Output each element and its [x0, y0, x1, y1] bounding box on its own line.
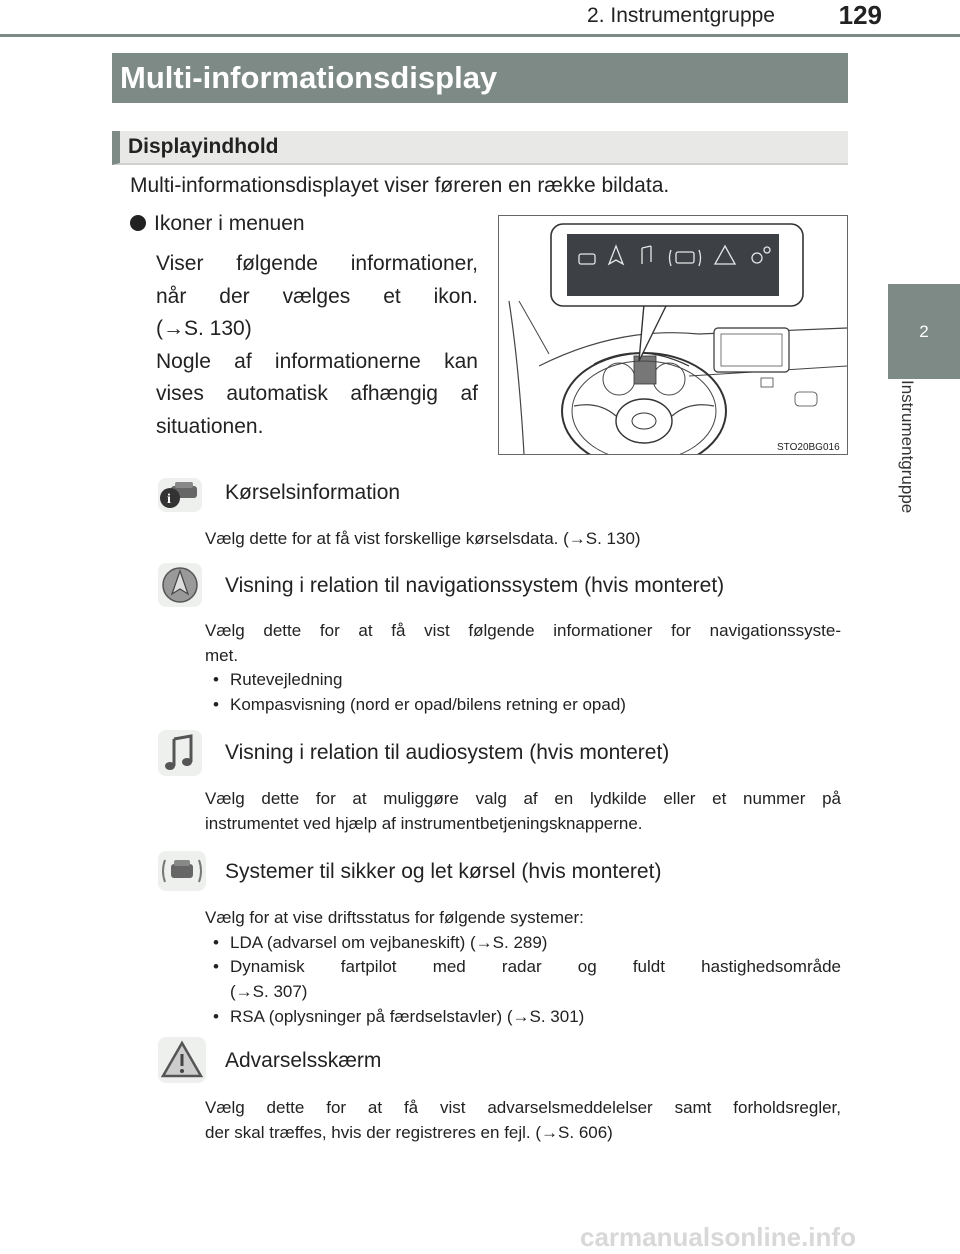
chapter-tab — [888, 284, 960, 379]
header-rule — [0, 34, 960, 37]
figure-code: STO20BG016 — [777, 442, 840, 453]
desc-line: situationen. — [156, 414, 264, 438]
entry-body-line: Vælg dette for at få vist følgende informationer for navigationssyste- — [205, 621, 841, 640]
menu-icons-description — [156, 248, 478, 443]
driving-assist-icon — [157, 850, 207, 897]
audio-icon — [157, 729, 203, 782]
list-item-continuation: (→S. 307) — [230, 981, 308, 1001]
desc-line: Viser følgende informationer, — [156, 252, 478, 275]
entry-title: Visning i relation til audiosystem (hvis monteret) — [225, 741, 670, 764]
desc-line: når der vælges et ikon. — [156, 284, 478, 308]
entry-body-line: Vælg dette for at muliggøre valg af en lydkilde eller et nummer på — [205, 789, 841, 808]
desc-line: Nogle af informationerne kan — [156, 349, 478, 373]
entry-title: Advarselsskærm — [225, 1049, 382, 1072]
entry-body: Vælg dette for at få vist forskellige kørselsdata. (→S. 130) — [205, 529, 641, 548]
entry-title: Visning i relation til navigationssystem (hvis monteret) — [225, 574, 725, 597]
entry-body-line: instrumentet ved hjælp af instrumentbetjeningsknapperne. — [205, 813, 643, 833]
entry-body-line: Vælg for at vise driftsstatus for følgende systemer: — [205, 908, 584, 927]
dashboard-drawing — [499, 216, 847, 454]
intro-text: Multi-informationsdisplayet viser føreren en række bildata. — [130, 174, 670, 197]
navigation-icon — [157, 562, 203, 613]
entry-body-line: Vælg dette for at få vist advarselsmeddelelser samt forholdsregler, — [205, 1098, 841, 1117]
list-item: • Kompasvisning (nord er opad/bilens retning er opad) — [205, 693, 841, 718]
chapter-side-label-text: Instrumentgruppe — [898, 380, 917, 514]
section-heading: Displayindhold — [112, 131, 848, 165]
desc-line: vises automatisk afhængig af — [156, 382, 478, 406]
list-item: • RSA (oplysninger på færdselstavler) (→S. 301) — [205, 1005, 841, 1030]
driving-info-icon — [157, 476, 203, 519]
warning-icon — [157, 1036, 207, 1089]
entry-body — [205, 906, 841, 1029]
entry-title: Systemer til sikker og let kørsel (hvis monteret) — [225, 860, 662, 883]
entry-body — [205, 787, 841, 836]
bullet-dot-icon — [130, 215, 146, 231]
svg-text:i: i — [167, 492, 171, 507]
entry-body — [205, 1096, 841, 1145]
entry-body-line: der skal træffes, hvis der registreres en fejl. (→S. 606) — [205, 1122, 613, 1142]
running-header-section: 2. Instrumentgruppe — [587, 4, 775, 27]
list-item: • Rutevejledning — [205, 668, 841, 693]
chapter-side-label — [897, 380, 921, 550]
desc-line: (→S. 130) — [156, 317, 252, 341]
watermark: carmanualsonline.info — [580, 1222, 856, 1252]
list-item: • LDA (advarsel om vejbaneskift) (→S. 289) — [205, 931, 841, 956]
chapter-tab-number: 2 — [919, 321, 929, 341]
dashboard-illustration — [498, 215, 848, 455]
page-title: Multi-informationsdisplay — [112, 53, 848, 103]
entry-body — [205, 619, 841, 718]
list-item: • Dynamisk fartpilot med radar og fuldt hastighedsområde — [205, 955, 841, 980]
entry-body-line: met. — [205, 645, 239, 665]
entry-title: Kørselsinformation — [225, 481, 401, 504]
page-number: 129 — [838, 0, 882, 30]
menu-icons-heading — [130, 212, 305, 236]
menu-icons-heading-text: Ikoner i menuen — [154, 212, 305, 235]
